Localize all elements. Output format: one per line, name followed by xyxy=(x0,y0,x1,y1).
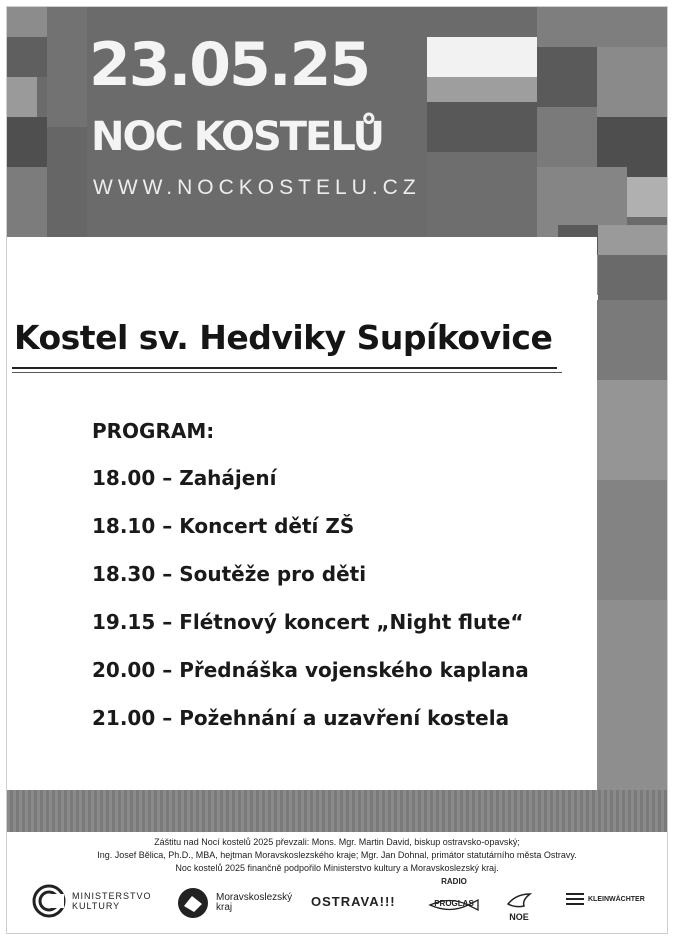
ministry-emblem-icon xyxy=(32,884,66,918)
title-underline-thin xyxy=(12,372,562,373)
logo-radio-proglas xyxy=(428,877,480,920)
logo-noe xyxy=(496,882,542,922)
footer-patronage xyxy=(20,836,654,875)
sponsor-logos xyxy=(28,877,658,928)
church-name: Kostel sv. Hedviky Supíkovice xyxy=(14,318,553,357)
side-band xyxy=(597,300,667,790)
kleinwachter-label: KLEINWÄCHTER xyxy=(588,895,645,903)
program-item: 20.00 – Přednáška vojenského kaplana xyxy=(92,658,529,682)
radio-line-2: PROGLAS xyxy=(434,899,474,908)
event-date: 23.05.25 xyxy=(89,30,370,100)
program-item: 18.30 – Soutěže pro děti xyxy=(92,562,367,586)
footer-band xyxy=(7,790,667,832)
kleinwachter-mark-icon xyxy=(566,892,584,906)
msk-line-2: kraj xyxy=(216,902,233,913)
program-item: 18.00 – Zahájení xyxy=(92,466,277,490)
event-title: NOC KOSTELŮ xyxy=(91,114,383,160)
logo-ministerstvo-kultury xyxy=(32,884,152,918)
footer-line: Ing. Josef Bělica, Ph.D., MBA, hejtman Moravskoslezského kraje; Mgr. Jan Dohnal, primátor statutárního města Ostravy. xyxy=(97,850,577,860)
noe-label: NOE xyxy=(509,912,529,922)
region-emblem-icon xyxy=(176,886,210,920)
logo-ostrava: OSTRAVA!!! xyxy=(311,894,396,909)
program-item: 21.00 – Požehnání a uzavření kostela xyxy=(92,706,510,730)
title-underline xyxy=(12,367,557,369)
ministry-line-2: KULTURY xyxy=(72,901,121,911)
dove-icon xyxy=(504,890,534,912)
logo-msk xyxy=(176,886,292,920)
radio-line-1: RADIO xyxy=(441,877,467,886)
footer-line: Noc kostelů 2025 finančně podpořilo Ministerstvo kultury a Moravskoslezský kraj. xyxy=(175,863,499,873)
header-banner xyxy=(7,7,667,237)
event-url[interactable]: WWW.NOCKOSTELU.CZ xyxy=(93,176,421,199)
program-item: 19.15 – Flétnový koncert „Night flute“ xyxy=(92,610,524,634)
program-list xyxy=(92,418,572,753)
ministry-line-1: MINISTERSTVO xyxy=(72,891,152,901)
fish-icon xyxy=(428,898,480,912)
msk-line-1: Moravskoslezský xyxy=(216,892,293,903)
program-item: 18.10 – Koncert dětí ZŠ xyxy=(92,514,355,538)
program-heading: PROGRAM: xyxy=(92,419,215,443)
footer-line: Záštitu nad Nocí kostelů 2025 převzali: Mons. Mgr. Martin David, biskup ostravsko-opavský; xyxy=(154,837,520,847)
logo-kleinwachter xyxy=(566,892,645,906)
